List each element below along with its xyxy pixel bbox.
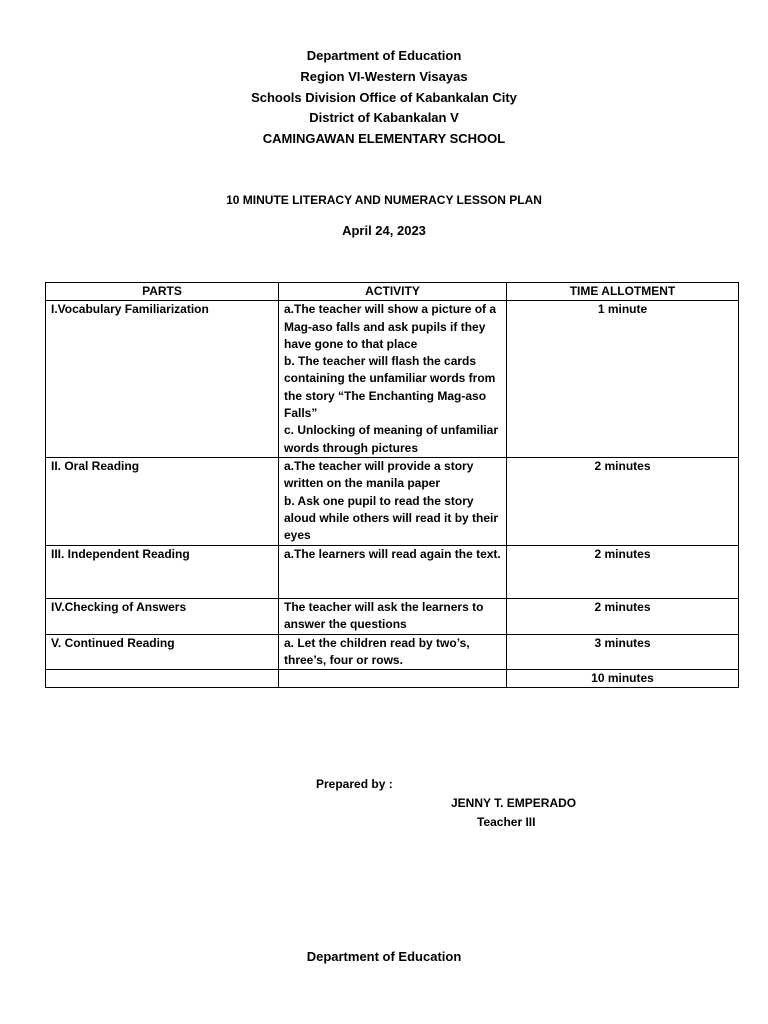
row-time: 2 minutes — [507, 598, 739, 634]
total-time: 10 minutes — [507, 670, 739, 688]
row-activity — [279, 457, 507, 545]
row-activity — [279, 598, 507, 634]
row-time: 2 minutes — [507, 457, 739, 545]
column-header-parts: PARTS — [46, 283, 279, 301]
header-district: District of Kabankalan V — [309, 110, 459, 125]
column-header-activity: ACTIVITY — [279, 283, 507, 301]
table-row — [46, 457, 739, 545]
preparer-position: Teacher III — [477, 815, 536, 829]
activity-line: a. Let the children read by two’s, three’s, four or rows. — [284, 635, 470, 667]
row-part: V. Continued Reading — [46, 634, 279, 670]
activity-line: a.The teacher will provide a story written on the manila paper — [284, 458, 474, 491]
row-time: 2 minutes — [507, 545, 739, 598]
activity-line: a.The learners will read again the text. — [284, 546, 501, 561]
row-part: III. Independent Reading — [46, 545, 279, 598]
activity-line: b. Ask one pupil to read the story aloud while others will read it by their eyes — [284, 493, 499, 543]
table-row — [46, 634, 739, 670]
row-part: IV.Checking of Answers — [46, 598, 279, 634]
activity-line: a.The teacher will show a picture of a Mag-aso falls and ask pupils if they have gone to that place — [284, 302, 497, 351]
header-division: Schools Division Office of Kabankalan City — [251, 90, 517, 105]
prepared-by-label: Prepared by : — [316, 777, 393, 791]
row-activity — [279, 634, 507, 670]
row-time: 3 minutes — [507, 634, 739, 670]
activity-line: c. Unlocking of meaning of unfamiliar words through pictures — [284, 423, 499, 455]
table-row — [46, 301, 739, 458]
row-activity — [279, 545, 507, 598]
preparer-name: JENNY T. EMPERADO — [451, 796, 577, 810]
row-part: I.Vocabulary Familiarization — [46, 301, 279, 458]
header-department: Department of Education — [306, 48, 462, 63]
column-header-time: TIME ALLOTMENT — [507, 283, 739, 301]
table-header-row — [46, 283, 739, 301]
row-activity — [279, 301, 507, 458]
row-time: 1 minute — [507, 301, 739, 458]
header-region: Region VI-Western Visayas — [300, 69, 468, 84]
activity-line: The teacher will ask the learners to answer the questions — [284, 599, 484, 632]
table-row — [46, 598, 739, 634]
plan-date: April 24, 2023 — [342, 223, 426, 238]
row-activity — [279, 670, 507, 688]
row-part — [46, 670, 279, 688]
table-row — [46, 545, 739, 598]
activity-line: b. The teacher will flash the cards containing the unfamiliar words from the story “The Enchanting Mag-aso Falls” — [284, 354, 496, 421]
lesson-plan-table — [45, 282, 739, 688]
footer-department: Department of Education — [306, 949, 462, 964]
plan-title: 10 MINUTE LITERACY AND NUMERACY LESSON PLAN — [226, 193, 542, 207]
row-part: II. Oral Reading — [46, 457, 279, 545]
header-school: CAMINGAWAN ELEMENTARY SCHOOL — [262, 131, 506, 146]
table-total-row — [46, 670, 739, 688]
